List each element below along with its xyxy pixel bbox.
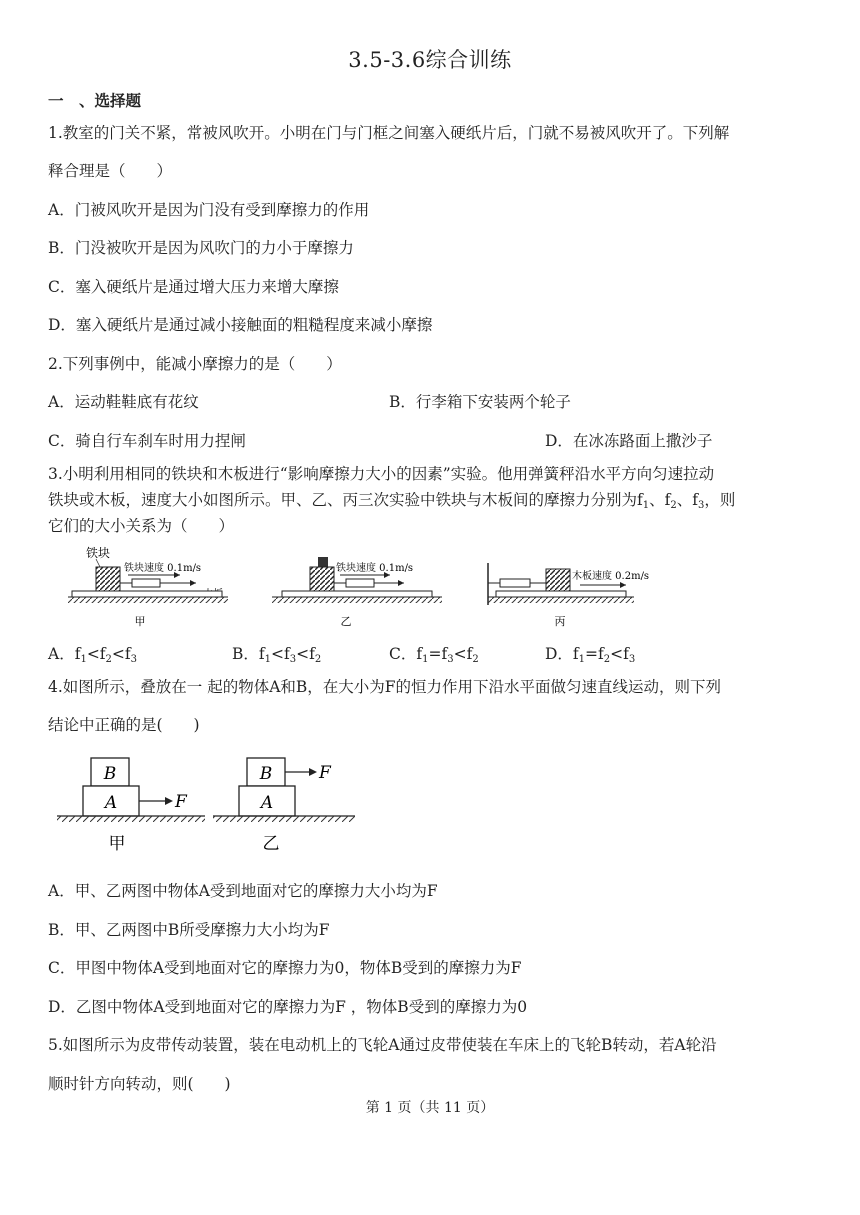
q4-option-a: A．甲、乙两图中物体A受到地面对它的摩擦力大小均为F bbox=[48, 882, 438, 900]
q1-stem-line2: 释合理是（ ） bbox=[48, 162, 173, 180]
q3-stem-line2 bbox=[48, 488, 735, 511]
q3-option-a: A．$f_1<f_2<f_3$ bbox=[48, 645, 138, 665]
q2-option-d: D．在冰冻路面上撒沙子 bbox=[545, 432, 713, 450]
q2-option-b: B．行李箱下安装两个轮子 bbox=[389, 393, 571, 411]
speed-label-jia: 铁块速度 0.1m/s bbox=[124, 563, 202, 574]
q3-stem-line3: 它们的大小关系为（ ） bbox=[48, 517, 235, 535]
q1-option-d: D．塞入硬纸片是通过减小接触面的粗糙程度来减小摩擦 bbox=[48, 316, 433, 334]
iron-block bbox=[96, 567, 120, 591]
iron-block-bing bbox=[546, 569, 570, 591]
q2-stem: 2.下列事例中，能减小摩擦力的是（ ） bbox=[48, 355, 342, 373]
q1-stem-line1: 1.教室的门关不紧，常被风吹开。小明在门与门框之间塞入硬纸片后，门就不易被风吹开了。下列解 bbox=[48, 124, 730, 142]
spring-scale-yi bbox=[334, 579, 404, 587]
q3-stem-line2-text: 铁块或木板，速度大小如图所示。甲、乙、丙三次实验中铁块与木板间的摩擦力分别为 bbox=[48, 491, 638, 509]
block-b-label-jia: B bbox=[103, 764, 117, 784]
speed-label-yi: 铁块速度 0.1m/s bbox=[336, 563, 414, 574]
spring-scale-bing bbox=[488, 579, 546, 587]
spring-scale bbox=[120, 579, 178, 587]
wood-board-yi bbox=[282, 591, 432, 597]
setup-jia bbox=[68, 545, 228, 628]
iron-block-yi bbox=[310, 567, 334, 591]
setup-bing bbox=[488, 563, 649, 628]
iron-block-label: 铁块 bbox=[86, 546, 111, 560]
q4-blocks-figure bbox=[55, 752, 365, 860]
block-b-label-yi: B bbox=[259, 764, 273, 784]
force-arrow-yi bbox=[309, 768, 317, 776]
caption-jia: 甲 bbox=[134, 615, 146, 628]
force-label-yi: F bbox=[319, 763, 331, 783]
q2-option-c: C．骑自行车刹车时用力捏闸 bbox=[48, 432, 246, 450]
q1-option-a: A．门被风吹开是因为门没有受到摩擦力的作用 bbox=[48, 201, 370, 219]
caption-jia-q4: 甲 bbox=[108, 834, 126, 854]
force-label-jia: F bbox=[175, 792, 187, 812]
q4-option-c: C．甲图中物体A受到地面对它的摩擦力为0，物体B受到的摩擦力为F bbox=[48, 959, 522, 977]
q4-stem-line2: 结论中正确的是( ) bbox=[48, 716, 200, 734]
block-a-label-jia: A bbox=[104, 793, 118, 813]
q3-option-d: D．$f_1=f_2<f_3$ bbox=[545, 645, 636, 665]
page-title: 3.5-3.6综合训练 bbox=[348, 48, 512, 72]
force-arrow-jia bbox=[165, 797, 173, 805]
caption-yi: 乙 bbox=[340, 615, 352, 628]
caption-yi-q4: 乙 bbox=[262, 834, 280, 854]
wood-board-bing bbox=[496, 591, 626, 597]
q3-experiment-figure bbox=[60, 545, 660, 637]
q3-option-c: C．$f_1=f_3<f_2$ bbox=[389, 645, 479, 665]
caption-bing: 丙 bbox=[554, 615, 566, 628]
q4-stem-line1: 4.如图所示，叠放在一 起的物体A和B，在大小为F的恒力作用下沿水平面做匀速直线运动，则下列 bbox=[48, 678, 722, 696]
q1-option-c: C．塞入硬纸片是通过增大压力来增大摩擦 bbox=[48, 278, 339, 296]
q2-option-a: A．运动鞋鞋底有花纹 bbox=[48, 393, 199, 411]
setup-yi bbox=[272, 557, 442, 628]
q4-option-b: B．甲、乙两图中B所受摩擦力大小均为F bbox=[48, 921, 330, 939]
setup-jia-blocks bbox=[57, 758, 205, 854]
weight-block bbox=[318, 557, 328, 567]
q4-option-d: D．乙图中物体A受到地面对它的摩擦力为F ，物体B受到的摩擦力为0 bbox=[48, 998, 528, 1016]
page-footer: 第 1 页（共 11 页） bbox=[365, 1100, 495, 1116]
ground bbox=[68, 597, 228, 603]
setup-yi-blocks bbox=[213, 758, 355, 854]
speed-label-bing: 木板速度 0.2m/s bbox=[572, 571, 650, 582]
q5-stem-line1: 5.如图所示为皮带传动装置，装在电动机上的飞轮A通过皮带使装在车床上的飞轮B转动，若A轮沿 bbox=[48, 1036, 717, 1054]
q5-stem-line2: 顺时针方向转动，则( ) bbox=[48, 1075, 231, 1093]
block-a-label-yi: A bbox=[260, 793, 274, 813]
q3-stem-line1: 3.小明利用相同的铁块和木板进行“影响摩擦力大小的因素”实验。他用弹簧秤沿水平方向匀速拉动 bbox=[48, 465, 715, 483]
q3-option-b: B．$f_1<f_3<f_2$ bbox=[232, 645, 322, 665]
q3-f-symbols: $f_1$、$f_2$、$f_3$，则 bbox=[637, 491, 736, 511]
ground-bing bbox=[488, 597, 634, 603]
section-heading: 一 、选择题 bbox=[48, 92, 142, 110]
wood-board bbox=[72, 591, 222, 597]
q1-option-b: B．门没被吹开是因为风吹门的力小于摩擦力 bbox=[48, 239, 354, 257]
ground-yi bbox=[272, 597, 442, 603]
